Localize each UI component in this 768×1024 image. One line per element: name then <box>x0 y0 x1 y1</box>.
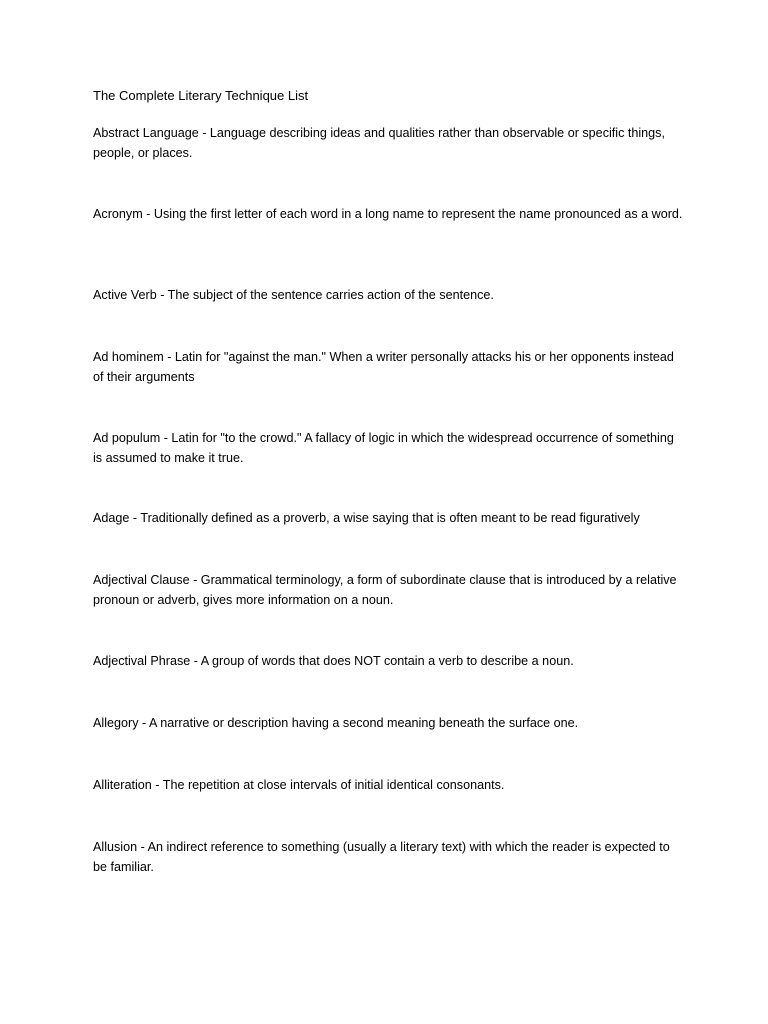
document-title: The Complete Literary Technique List <box>93 88 309 103</box>
entry-adjectival-clause: Adjectival Clause - Grammatical terminology, a form of subordinate clause that is introduced by a relative pronoun or adverb, gives more information on a noun. <box>93 573 677 607</box>
entry-abstract-language: Abstract Language - Language describing ideas and qualities rather than observable or specific things, people, or places. <box>93 126 665 160</box>
entry-alliteration: Alliteration - The repetition at close intervals of initial identical consonants. <box>93 778 505 792</box>
entry-ad-hominem: Ad hominem - Latin for "against the man." When a writer personally attacks his or her opponents instead of their arguments <box>93 350 674 384</box>
entry-ad-populum: Ad populum - Latin for "to the crowd." A fallacy of logic in which the widespread occurrence of something is assumed to make it true. <box>93 431 674 465</box>
entry-acronym: Acronym - Using the first letter of each word in a long name to represent the name pronounced as a word. <box>93 207 683 221</box>
entry-allusion: Allusion - An indirect reference to something (usually a literary text) with which the reader is expected to be familiar. <box>93 840 670 874</box>
entry-adjectival-phrase: Adjectival Phrase - A group of words that does NOT contain a verb to describe a noun. <box>93 654 574 668</box>
entry-adage: Adage - Traditionally defined as a proverb, a wise saying that is often meant to be read figuratively <box>93 511 640 525</box>
entry-active-verb: Active Verb - The subject of the sentence carries action of the sentence. <box>93 288 494 302</box>
entry-allegory: Allegory - A narrative or description having a second meaning beneath the surface one. <box>93 716 579 730</box>
